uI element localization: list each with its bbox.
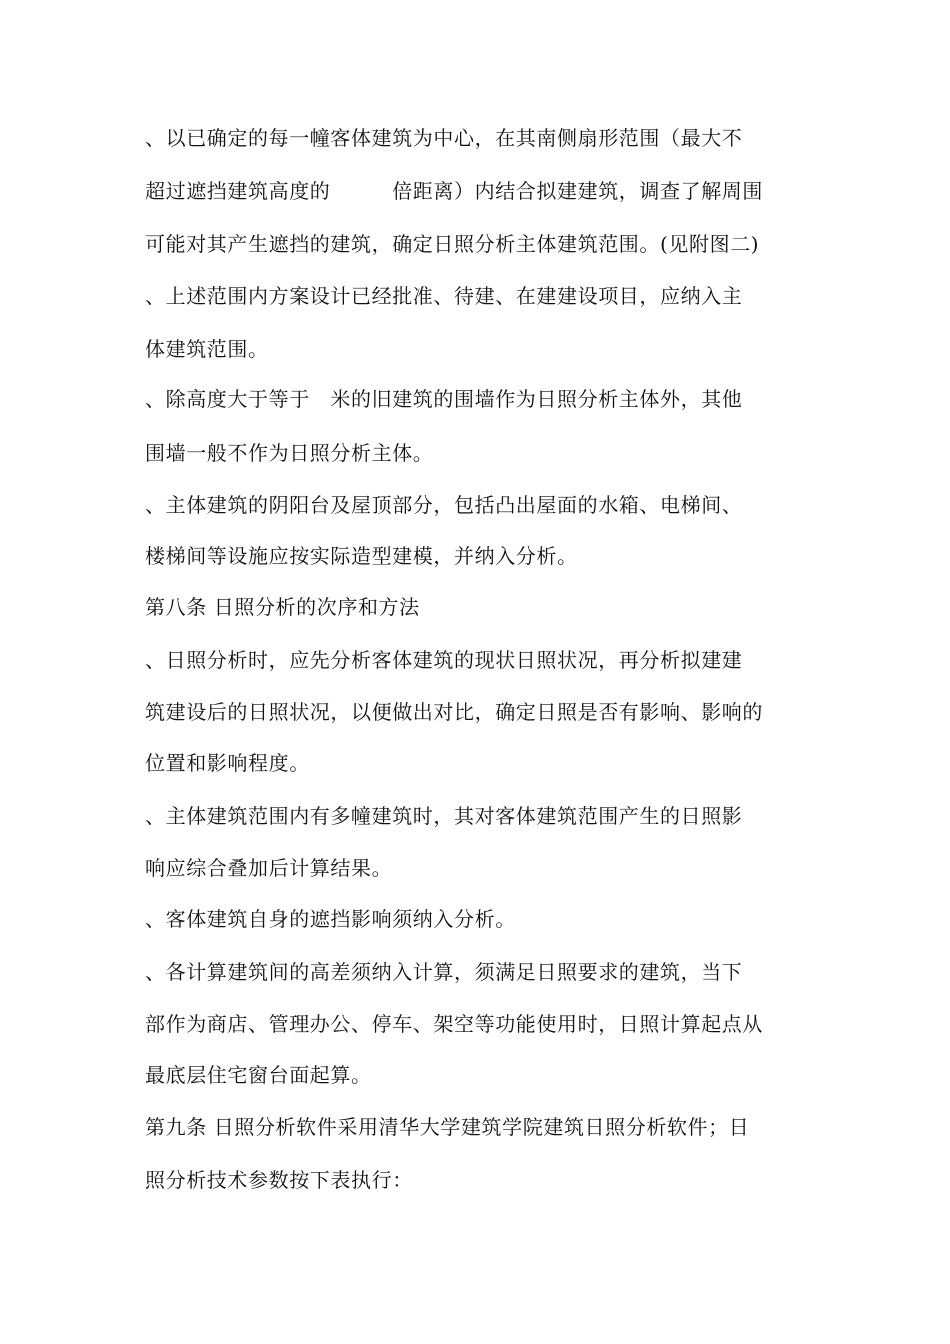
text-line: 响应综合叠加后计算结果。 (145, 856, 393, 880)
text-line: 、以已确定的每一幢客体建筑为中心，在其南侧扇形范围（最大不 (145, 126, 743, 150)
text-line: 、各计算建筑间的高差须纳入计算，须满足日照要求的建筑，当下 (145, 960, 743, 984)
text-line: 照分析技术参数按下表执行： (145, 1168, 413, 1192)
text-line: 体建筑范围。 (145, 337, 269, 361)
text-line: 楼梯间等设施应按实际造型建模，并纳入分析。 (145, 544, 578, 568)
text-line: 、日照分析时，应先分析客体建筑的现状日照状况，再分析拟建建 (145, 648, 743, 672)
text-line: 超过遮挡建筑高度的 倍距离）内结合拟建建筑，调查了解周围 (145, 179, 763, 203)
text-line: 、客体建筑自身的遮挡影响须纳入分析。 (145, 907, 516, 931)
text-line: 、上述范围内方案设计已经批准、待建、在建建设项目，应纳入主 (145, 284, 743, 308)
text-line: 最底层住宅窗台面起算。 (145, 1063, 372, 1087)
text-line: 部作为商店、管理办公、停车、架空等功能使用时，日照计算起点从 (145, 1012, 763, 1036)
text-line: 可能对其产生遮挡的建筑，确定日照分析主体建筑范围。(见附图二) (145, 232, 760, 256)
text-line: 位置和影响程度。 (145, 751, 310, 775)
text-line: 、除高度大于等于 米的旧建筑的围墙作为日照分析主体外，其他 (145, 387, 743, 411)
text-line: 、主体建筑的阴阳台及屋顶部分，包括凸出屋面的水箱、电梯间、 (145, 493, 743, 517)
section-heading: 第九条 日照分析软件采用清华大学建筑学院建筑日照分析软件；日 (145, 1115, 750, 1139)
text-line: 围墙一般不作为日照分析主体。 (145, 441, 434, 465)
section-heading: 第八条 日照分析的次序和方法 (145, 595, 420, 619)
text-line: 筑建设后的日照状况，以便做出对比，确定日照是否有影响、影响的 (145, 700, 763, 724)
text-line: 、主体建筑范围内有多幢建筑时，其对客体建筑范围产生的日照影 (145, 804, 743, 828)
